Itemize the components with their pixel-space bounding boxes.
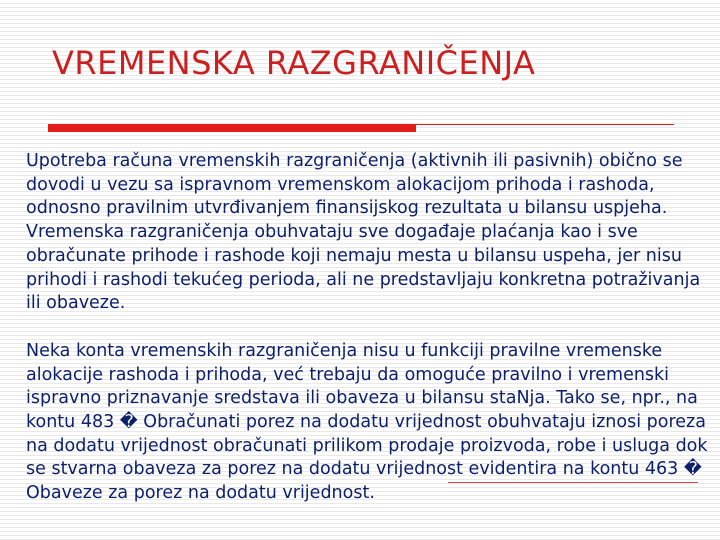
slide-title: VREMENSKA RAZGRANIČENJA bbox=[52, 44, 536, 82]
body-paragraph-2: Neka konta vremenskih razgraničenja nisu u funkciji pravilne vremenske alokacije rashoda i prihoda, već trebaju da omoguće pravilno i vremenski ispravno priznavanje sredstava ili obaveza u bilansu staNja. Tako se, npr., na kontu 483 � Obračunati porez na dodatu vrijednost obuhvataju iznosi poreza na dodatu vrijednost obračunati prilikom prodaje proizvoda, robe i usluga dok se stvarna obaveza za porez na dodatu vrijednost evidentira na kontu 463 � Obaveze za porez na dodatu vrijednost. bbox=[26, 340, 708, 504]
spellcheck-underline bbox=[448, 482, 698, 483]
title-underline-thick bbox=[48, 124, 416, 132]
slide-body bbox=[26, 150, 712, 506]
body-paragraph-1: Upotreba računa vremenskih razgraničenja (aktivnih ili pasivnih) obično se dovodi u vezu sa ispravnom vremenskom alokacijom prihoda i rashoda, odnosno pravilnim utvrđivanjem finansijskog rezultata u bilansu uspjeha. Vremenska razgraničenja obuhvataju sve događaje plaćanja kao i sve obračunate prihode i rashode koji nemaju mesta u bilansu uspeha, jer nisu prihodi i rashodi tekućeg perioda, ali ne predstavljaju konkretna potraživanja ili obaveze. bbox=[26, 151, 701, 314]
title-underline-thin bbox=[416, 124, 674, 125]
